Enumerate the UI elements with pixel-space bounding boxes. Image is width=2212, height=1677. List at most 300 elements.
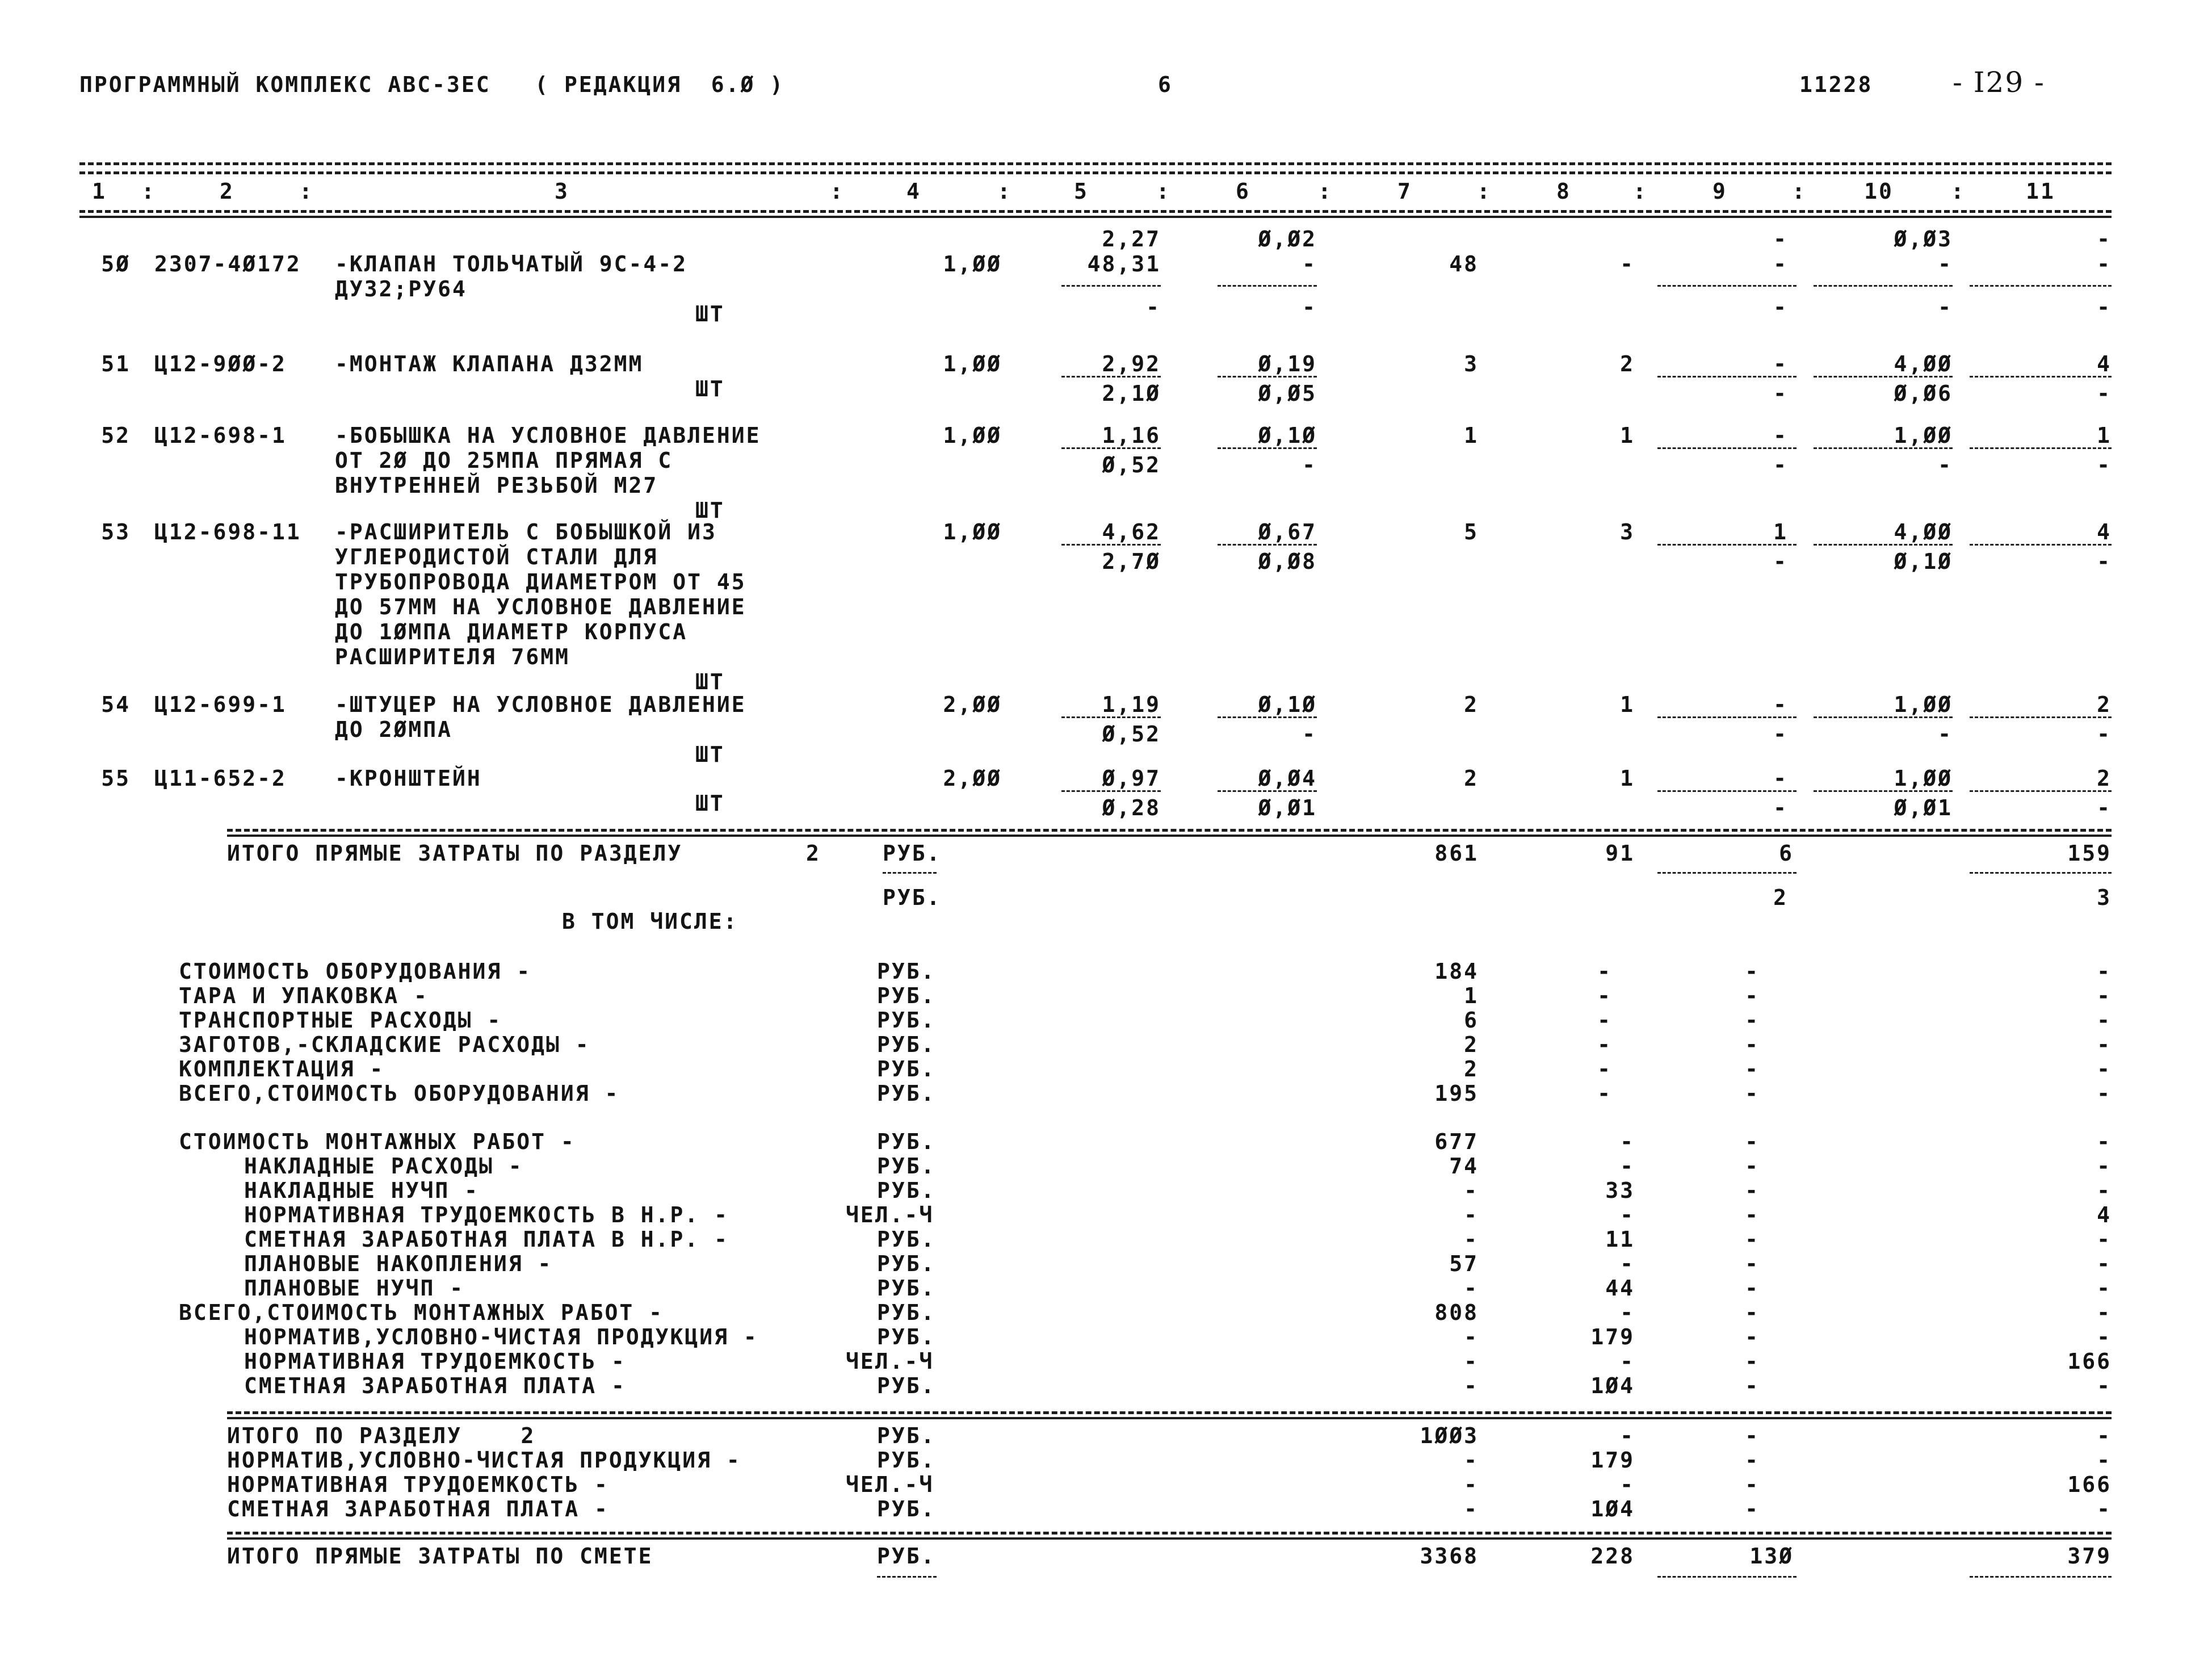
equipment-row-c7: 184 (1434, 959, 1479, 984)
item-c10: 1,ØØ (1894, 692, 1953, 717)
rule-line (1218, 447, 1317, 449)
rule-line (1814, 544, 1953, 546)
rule-line (1970, 790, 2112, 792)
equipment-row-c9: - (1745, 983, 1760, 1008)
installation-row-c7: - (1464, 1349, 1479, 1374)
item-c5: 48,31 (1087, 251, 1161, 276)
section-summary-label: ИТОГО ПО РАЗДЕЛУ 2 (227, 1423, 536, 1448)
installation-row-c11: - (2097, 1129, 2112, 1154)
equipment-row-c9: - (1745, 1056, 1760, 1081)
installation-row-unit: ЧЕЛ.-Ч (846, 1349, 934, 1374)
installation-row-c7: - (1464, 1373, 1479, 1398)
section-summary-c7: - (1464, 1472, 1479, 1497)
item-description: -ШТУЦЕР НА УСЛОВНОЕ ДАВЛЕНИЕ (335, 692, 746, 717)
item-c9: - (1773, 351, 1788, 376)
item-c5: Ø,97 (1102, 766, 1161, 791)
installation-row-c8: 44 (1605, 1276, 1635, 1301)
item-number: 55 (101, 766, 131, 791)
grand-total-c8: 228 (1590, 1544, 1635, 1569)
installation-row-c11: - (2097, 1154, 2112, 1179)
header-code: 11228 (1799, 72, 1873, 97)
grand-total-label: ИТОГО ПРЯМЫЕ ЗАТРАТЫ ПО СМЕТЕ (227, 1544, 653, 1569)
rule-line (79, 162, 2112, 165)
equipment-row-c11: - (2097, 1032, 2112, 1057)
item-c10: Ø,Ø1 (1894, 795, 1953, 820)
rule-line (1061, 790, 1161, 792)
installation-row-unit: ЧЕЛ.-Ч (846, 1202, 934, 1227)
item-c6: - (1302, 452, 1317, 477)
section-total-c7: 861 (1434, 841, 1479, 866)
rule-line (1061, 376, 1161, 378)
installation-row-unit: РУБ. (877, 1178, 936, 1203)
installation-row-c11: - (2097, 1178, 2112, 1203)
item-unit: ШТ (695, 498, 725, 523)
section-total-label: ИТОГО ПРЯМЫЕ ЗАТРАТЫ ПО РАЗДЕЛУ (227, 841, 683, 866)
equipment-row-unit: РУБ. (877, 1081, 936, 1106)
item-quantity: 1,ØØ (943, 351, 1002, 376)
grand-total-unit: РУБ. (877, 1544, 936, 1569)
installation-row-c7: 74 (1449, 1154, 1479, 1179)
equipment-row-unit: РУБ. (877, 1008, 936, 1033)
item-c8: 1 (1620, 766, 1635, 791)
item-c10: 4,ØØ (1894, 519, 1953, 544)
rule-line (1061, 544, 1161, 546)
rule-line (1218, 544, 1317, 546)
item-c10: 1,ØØ (1894, 423, 1953, 448)
section-summary-c7: - (1464, 1448, 1479, 1473)
item-c9: - (1773, 423, 1788, 448)
installation-row-c8: - (1620, 1300, 1635, 1325)
column-number: 6 (1236, 179, 1250, 204)
item-c8: 1 (1620, 423, 1635, 448)
item-code: Ц12-699-1 (154, 692, 287, 717)
rule-line (1218, 716, 1317, 718)
item-description: -КЛАПАН ТОЛЬЧАТЫЙ 9С-4-2 (335, 251, 688, 276)
item-c6: Ø,1Ø (1258, 423, 1317, 448)
item-c8: 1 (1620, 692, 1635, 717)
section-summary-c8: 179 (1590, 1448, 1635, 1473)
column-number: : (997, 179, 1012, 204)
rule-line (1814, 285, 1953, 287)
section-summary-unit: РУБ. (877, 1423, 936, 1448)
item-c9: - (1773, 692, 1788, 717)
rule-line (1657, 716, 1797, 718)
grand-total-c11: 379 (2067, 1544, 2112, 1569)
installation-row-unit: РУБ. (877, 1154, 936, 1179)
item-description: ДУ32;РУ64 (335, 276, 467, 301)
installation-row-c7: - (1464, 1202, 1479, 1227)
installation-row-c11: 166 (2067, 1349, 2112, 1374)
item-c9: - (1773, 766, 1788, 791)
rule-line (227, 1411, 2112, 1414)
rule-line (1657, 544, 1797, 546)
installation-row-label: СТОИМОСТЬ МОНТАЖНЫХ РАБОТ - (179, 1129, 576, 1154)
item-c9: - (1773, 227, 1788, 251)
column-number: : (1318, 179, 1333, 204)
installation-row-label: НОРМАТИВ,УСЛОВНО-ЧИСТАЯ ПРОДУКЦИЯ - (244, 1324, 758, 1349)
item-c7: 2 (1464, 692, 1479, 717)
installation-row-c8: 11 (1605, 1227, 1635, 1252)
rule-line (79, 216, 2112, 218)
section-summary-c11: - (2097, 1496, 2112, 1521)
item-c11: 4 (2097, 519, 2112, 544)
equipment-row-c9: - (1745, 959, 1760, 984)
section-summary-c8: 1Ø4 (1590, 1496, 1635, 1521)
equipment-row-c8: - (1597, 1032, 1612, 1057)
item-c6: Ø,1Ø (1258, 692, 1317, 717)
installation-row-label: ВСЕГО,СТОИМОСТЬ МОНТАЖНЫХ РАБОТ - (179, 1300, 664, 1325)
rule-line (227, 1537, 2112, 1540)
rule-line (1970, 544, 2112, 546)
item-description: ОТ 2Ø ДО 25МПА ПРЯМАЯ С (335, 448, 673, 473)
equipment-row-unit: РУБ. (877, 983, 936, 1008)
item-number: 51 (101, 351, 131, 376)
installation-row-c7: 677 (1434, 1129, 1479, 1154)
item-description: ДО 2ØМПА (335, 717, 453, 742)
column-number: 3 (555, 179, 569, 204)
rule-line (79, 210, 2112, 213)
column-number: : (1156, 179, 1171, 204)
installation-row-c11: - (2097, 1324, 2112, 1349)
item-c10: - (1938, 452, 1953, 477)
equipment-row-c7: 1 (1464, 983, 1479, 1008)
section-total-c9: 2 (1773, 885, 1788, 910)
equipment-row-label: ТРАНСПОРТНЫЕ РАСХОДЫ - (179, 1008, 502, 1033)
rule-line (1814, 447, 1953, 449)
item-c11: 1 (2097, 423, 2112, 448)
item-c6: - (1302, 251, 1317, 276)
section-summary-unit: РУБ. (877, 1496, 936, 1521)
item-c5: Ø,52 (1102, 722, 1161, 747)
item-description: -БОБЫШКА НА УСЛОВНОЕ ДАВЛЕНИЕ (335, 423, 761, 448)
equipment-row-unit: РУБ. (877, 959, 936, 984)
item-c7: 48 (1449, 251, 1479, 276)
item-code: Ц11-652-2 (154, 766, 287, 791)
rule-line (227, 1532, 2112, 1535)
installation-row-c7: - (1464, 1276, 1479, 1301)
item-c10: - (1938, 251, 1953, 276)
equipment-row-c11: - (2097, 1056, 2112, 1081)
section-total-unit: РУБ. (883, 885, 942, 910)
item-description: ДО 1ØМПА ДИАМЕТР КОРПУСА (335, 619, 688, 644)
item-description: ДО 57ММ НА УСЛОВНОЕ ДАВЛЕНИЕ (335, 594, 746, 619)
installation-row-unit: РУБ. (877, 1276, 936, 1301)
column-number: : (1633, 179, 1648, 204)
installation-row-unit: РУБ. (877, 1324, 936, 1349)
section-summary-c11: 166 (2067, 1472, 2112, 1497)
item-c5: 2,92 (1102, 351, 1161, 376)
installation-row-c11: 4 (2097, 1202, 2112, 1227)
item-c7: 2 (1464, 766, 1479, 791)
item-quantity: 1,ØØ (943, 519, 1002, 544)
item-code: 2307-4Ø172 (154, 251, 301, 276)
item-unit: ШТ (695, 791, 725, 816)
equipment-row-c8: - (1597, 959, 1612, 984)
installation-row-unit: РУБ. (877, 1227, 936, 1252)
column-number: : (1477, 179, 1492, 204)
rule-line (1657, 285, 1797, 287)
item-quantity: 2,ØØ (943, 692, 1002, 717)
installation-row-c9: - (1745, 1300, 1760, 1325)
section-summary-c8: - (1620, 1423, 1635, 1448)
installation-row-c11: - (2097, 1227, 2112, 1252)
item-unit: ШТ (695, 376, 725, 401)
column-number: 10 (1864, 179, 1894, 204)
item-c9: - (1773, 795, 1788, 820)
item-c6: - (1302, 722, 1317, 747)
equipment-row-c11: - (2097, 1008, 2112, 1033)
equipment-row-c7: 6 (1464, 1008, 1479, 1033)
installation-row-c8: - (1620, 1154, 1635, 1179)
item-c11: 2 (2097, 692, 2112, 717)
item-c11: - (2097, 227, 2112, 251)
rule-line (1814, 716, 1953, 718)
equipment-row-c8: - (1597, 1081, 1612, 1106)
column-number: 2 (220, 179, 234, 204)
section-total-c8: 91 (1605, 841, 1635, 866)
item-c7: 3 (1464, 351, 1479, 376)
installation-row-label: ПЛАНОВЫЕ НУЧП - (244, 1276, 465, 1301)
installation-row-c9: - (1745, 1202, 1760, 1227)
installation-row-c8: - (1620, 1202, 1635, 1227)
item-c9: - (1773, 549, 1788, 574)
item-c11: 2 (2097, 766, 2112, 791)
rule-line (877, 1576, 937, 1578)
item-c10: Ø,1Ø (1894, 549, 1953, 574)
installation-row-c9: - (1745, 1349, 1760, 1374)
rule-line (1970, 716, 2112, 718)
equipment-row-c7: 195 (1434, 1081, 1479, 1106)
item-c6: - (1302, 295, 1317, 320)
item-description: РАСШИРИТЕЛЯ 76ММ (335, 644, 570, 669)
item-c5: - (1146, 295, 1161, 320)
section-total-unit: РУБ. (883, 841, 942, 866)
column-number: : (1951, 179, 1966, 204)
rule-line (1657, 1576, 1797, 1578)
equipment-row-c9: - (1745, 1032, 1760, 1057)
header-section-number: 6 (1158, 72, 1173, 97)
section-summary-unit: ЧЕЛ.-Ч (846, 1472, 934, 1497)
section-summary-label: НОРМАТИВ,УСЛОВНО-ЧИСТАЯ ПРОДУКЦИЯ - (227, 1448, 741, 1473)
section-summary-c7: - (1464, 1496, 1479, 1521)
equipment-row-label: ВСЕГО,СТОИМОСТЬ ОБОРУДОВАНИЯ - (179, 1081, 620, 1106)
rule-line (1061, 285, 1161, 287)
equipment-row-c8: - (1597, 1008, 1612, 1033)
installation-row-c7: - (1464, 1324, 1479, 1349)
equipment-row-label: КОМПЛЕКТАЦИЯ - (179, 1056, 385, 1081)
section-summary-c7: 1ØØ3 (1420, 1423, 1479, 1448)
item-description: ВНУТРЕННЕЙ РЕЗЬБОЙ М27 (335, 473, 658, 498)
rule-line (1657, 447, 1797, 449)
item-c10: 1,ØØ (1894, 766, 1953, 791)
item-c8: - (1620, 251, 1635, 276)
equipment-row-label: ТАРА И УПАКОВКА - (179, 983, 429, 1008)
rule-line (227, 835, 2112, 837)
item-number: 54 (101, 692, 131, 717)
installation-row-c7: - (1464, 1227, 1479, 1252)
installation-row-label: НАКЛАДНЫЕ НУЧП - (244, 1178, 480, 1203)
equipment-row-c7: 2 (1464, 1056, 1479, 1081)
rule-line (227, 1417, 2112, 1419)
item-c6: Ø,19 (1258, 351, 1317, 376)
section-summary-c8: - (1620, 1472, 1635, 1497)
installation-row-c9: - (1745, 1154, 1760, 1179)
item-code: Ц12-9ØØ-2 (154, 351, 287, 376)
rule-line (1814, 790, 1953, 792)
installation-row-c11: - (2097, 1300, 2112, 1325)
item-c9: - (1773, 381, 1788, 406)
installation-row-label: СМЕТНАЯ ЗАРАБОТНАЯ ПЛАТА В Н.Р. - (244, 1227, 729, 1252)
equipment-row-c11: - (2097, 983, 2112, 1008)
installation-row-c8: 33 (1605, 1178, 1635, 1203)
equipment-row-label: ЗАГОТОВ,-СКЛАДСКИЕ РАСХОДЫ - (179, 1032, 590, 1057)
item-c9: - (1773, 452, 1788, 477)
installation-row-c8: - (1620, 1129, 1635, 1154)
program-header: ПРОГРАММНЫЙ КОМПЛЕКС АВС-3ЕС ( РЕДАКЦИЯ 6.Ø ) (79, 72, 785, 97)
column-number: : (1792, 179, 1807, 204)
equipment-row-c11: - (2097, 1081, 2112, 1106)
item-c9: - (1773, 722, 1788, 747)
equipment-row-c7: 2 (1464, 1032, 1479, 1057)
item-description: -МОНТАЖ КЛАПАНА Д32ММ (335, 351, 644, 376)
installation-row-c9: - (1745, 1251, 1760, 1276)
rule-line (1218, 790, 1317, 792)
rule-line (1218, 285, 1317, 287)
column-number: : (830, 179, 845, 204)
column-number: 8 (1556, 179, 1571, 204)
installation-row-c8: 1Ø4 (1590, 1373, 1635, 1398)
installation-row-c11: - (2097, 1251, 2112, 1276)
rule-line (1814, 376, 1953, 378)
installation-row-label: НОРМАТИВНАЯ ТРУДОЕМКОСТЬ - (244, 1349, 626, 1374)
column-number: 11 (2026, 179, 2055, 204)
item-c11: - (2097, 722, 2112, 747)
rule-line (1970, 285, 2112, 287)
rule-line (1061, 716, 1161, 718)
installation-row-c9: - (1745, 1373, 1760, 1398)
rule-line (1657, 872, 1797, 874)
installation-row-c9: - (1745, 1276, 1760, 1301)
rule-line (883, 872, 937, 874)
equipment-row-unit: РУБ. (877, 1056, 936, 1081)
item-unit: ШТ (695, 742, 725, 767)
installation-row-c9: - (1745, 1178, 1760, 1203)
equipment-row-c11: - (2097, 959, 2112, 984)
equipment-row-label: СТОИМОСТЬ ОБОРУДОВАНИЯ - (179, 959, 532, 984)
column-number: : (141, 179, 156, 204)
installation-row-label: СМЕТНАЯ ЗАРАБОТНАЯ ПЛАТА - (244, 1373, 626, 1398)
installation-row-unit: РУБ. (877, 1373, 936, 1398)
column-number: 9 (1712, 179, 1727, 204)
rule-line (1657, 376, 1797, 378)
item-unit: ШТ (695, 669, 725, 694)
item-c6: Ø,Ø2 (1258, 227, 1317, 251)
rule-line (1970, 872, 2112, 874)
grand-total-c7: 3368 (1420, 1544, 1479, 1569)
item-c5: 4,62 (1102, 519, 1161, 544)
item-c11: - (2097, 295, 2112, 320)
equipment-row-c9: - (1745, 1008, 1760, 1033)
item-c8: 2 (1620, 351, 1635, 376)
item-quantity: 1,ØØ (943, 251, 1002, 276)
section-summary-c9: - (1745, 1496, 1760, 1521)
item-code: Ц12-698-11 (154, 519, 301, 544)
item-c10: - (1938, 295, 1953, 320)
item-c10: 4,ØØ (1894, 351, 1953, 376)
item-c5: Ø,52 (1102, 452, 1161, 477)
item-c11: - (2097, 549, 2112, 574)
rule-line (227, 829, 2112, 832)
rule-line (1061, 447, 1161, 449)
section-summary-label: НОРМАТИВНАЯ ТРУДОЕМКОСТЬ - (227, 1472, 609, 1497)
page-number: - I29 - (1953, 66, 2045, 99)
item-c5: Ø,28 (1102, 795, 1161, 820)
installation-row-c8: 179 (1590, 1324, 1635, 1349)
installation-row-unit: РУБ. (877, 1251, 936, 1276)
installation-row-label: ПЛАНОВЫЕ НАКОПЛЕНИЯ - (244, 1251, 553, 1276)
column-number: : (299, 179, 314, 204)
item-description: УГЛЕРОДИСТОЙ СТАЛИ ДЛЯ (335, 544, 658, 569)
installation-row-c9: - (1745, 1129, 1760, 1154)
rule-line (79, 171, 2112, 174)
item-c6: Ø,Ø1 (1258, 795, 1317, 820)
item-description: -РАСШИРИТЕЛЬ С БОБЫШКОЙ ИЗ (335, 519, 717, 544)
column-number: 4 (906, 179, 921, 204)
item-number: 5Ø (101, 251, 131, 276)
installation-row-c7: 808 (1434, 1300, 1479, 1325)
item-quantity: 1,ØØ (943, 423, 1002, 448)
installation-row-label: НОРМАТИВНАЯ ТРУДОЕМКОСТЬ В Н.Р. - (244, 1202, 729, 1227)
installation-row-c8: - (1620, 1251, 1635, 1276)
section-summary-c9: - (1745, 1423, 1760, 1448)
item-c5: 2,7Ø (1102, 549, 1161, 574)
item-c8: 3 (1620, 519, 1635, 544)
installation-row-c9: - (1745, 1324, 1760, 1349)
item-c10: Ø,Ø3 (1894, 227, 1953, 251)
item-code: Ц12-698-1 (154, 423, 287, 448)
item-c9: 1 (1773, 519, 1788, 544)
item-c6: Ø,Ø5 (1258, 381, 1317, 406)
rule-line (1970, 447, 2112, 449)
item-c5: 1,16 (1102, 423, 1161, 448)
item-unit: ШТ (695, 301, 725, 326)
rule-line (1970, 376, 2112, 378)
installation-row-label: НАКЛАДНЫЕ РАСХОДЫ - (244, 1154, 523, 1179)
item-c10: - (1938, 722, 1953, 747)
section-summary-unit: РУБ. (877, 1448, 936, 1473)
item-c9: - (1773, 251, 1788, 276)
section-summary-c9: - (1745, 1448, 1760, 1473)
installation-row-c7: 57 (1449, 1251, 1479, 1276)
section-total-c11: 3 (2097, 885, 2112, 910)
item-c11: - (2097, 795, 2112, 820)
item-c11: 4 (2097, 351, 2112, 376)
installation-row-c8: - (1620, 1349, 1635, 1374)
section-total-c11: 159 (2067, 841, 2112, 866)
rule-line (1970, 1576, 2112, 1578)
column-number: 1 (92, 179, 107, 204)
item-c9: - (1773, 295, 1788, 320)
rule-line (1657, 790, 1797, 792)
including-heading: В ТОМ ЧИСЛЕ: (562, 909, 738, 934)
section-summary-c11: - (2097, 1448, 2112, 1473)
column-number: 5 (1074, 179, 1089, 204)
item-quantity: 2,ØØ (943, 766, 1002, 791)
installation-row-c7: - (1464, 1178, 1479, 1203)
equipment-row-c8: - (1597, 1056, 1612, 1081)
section-summary-label: СМЕТНАЯ ЗАРАБОТНАЯ ПЛАТА - (227, 1496, 609, 1521)
equipment-row-c9: - (1745, 1081, 1760, 1106)
